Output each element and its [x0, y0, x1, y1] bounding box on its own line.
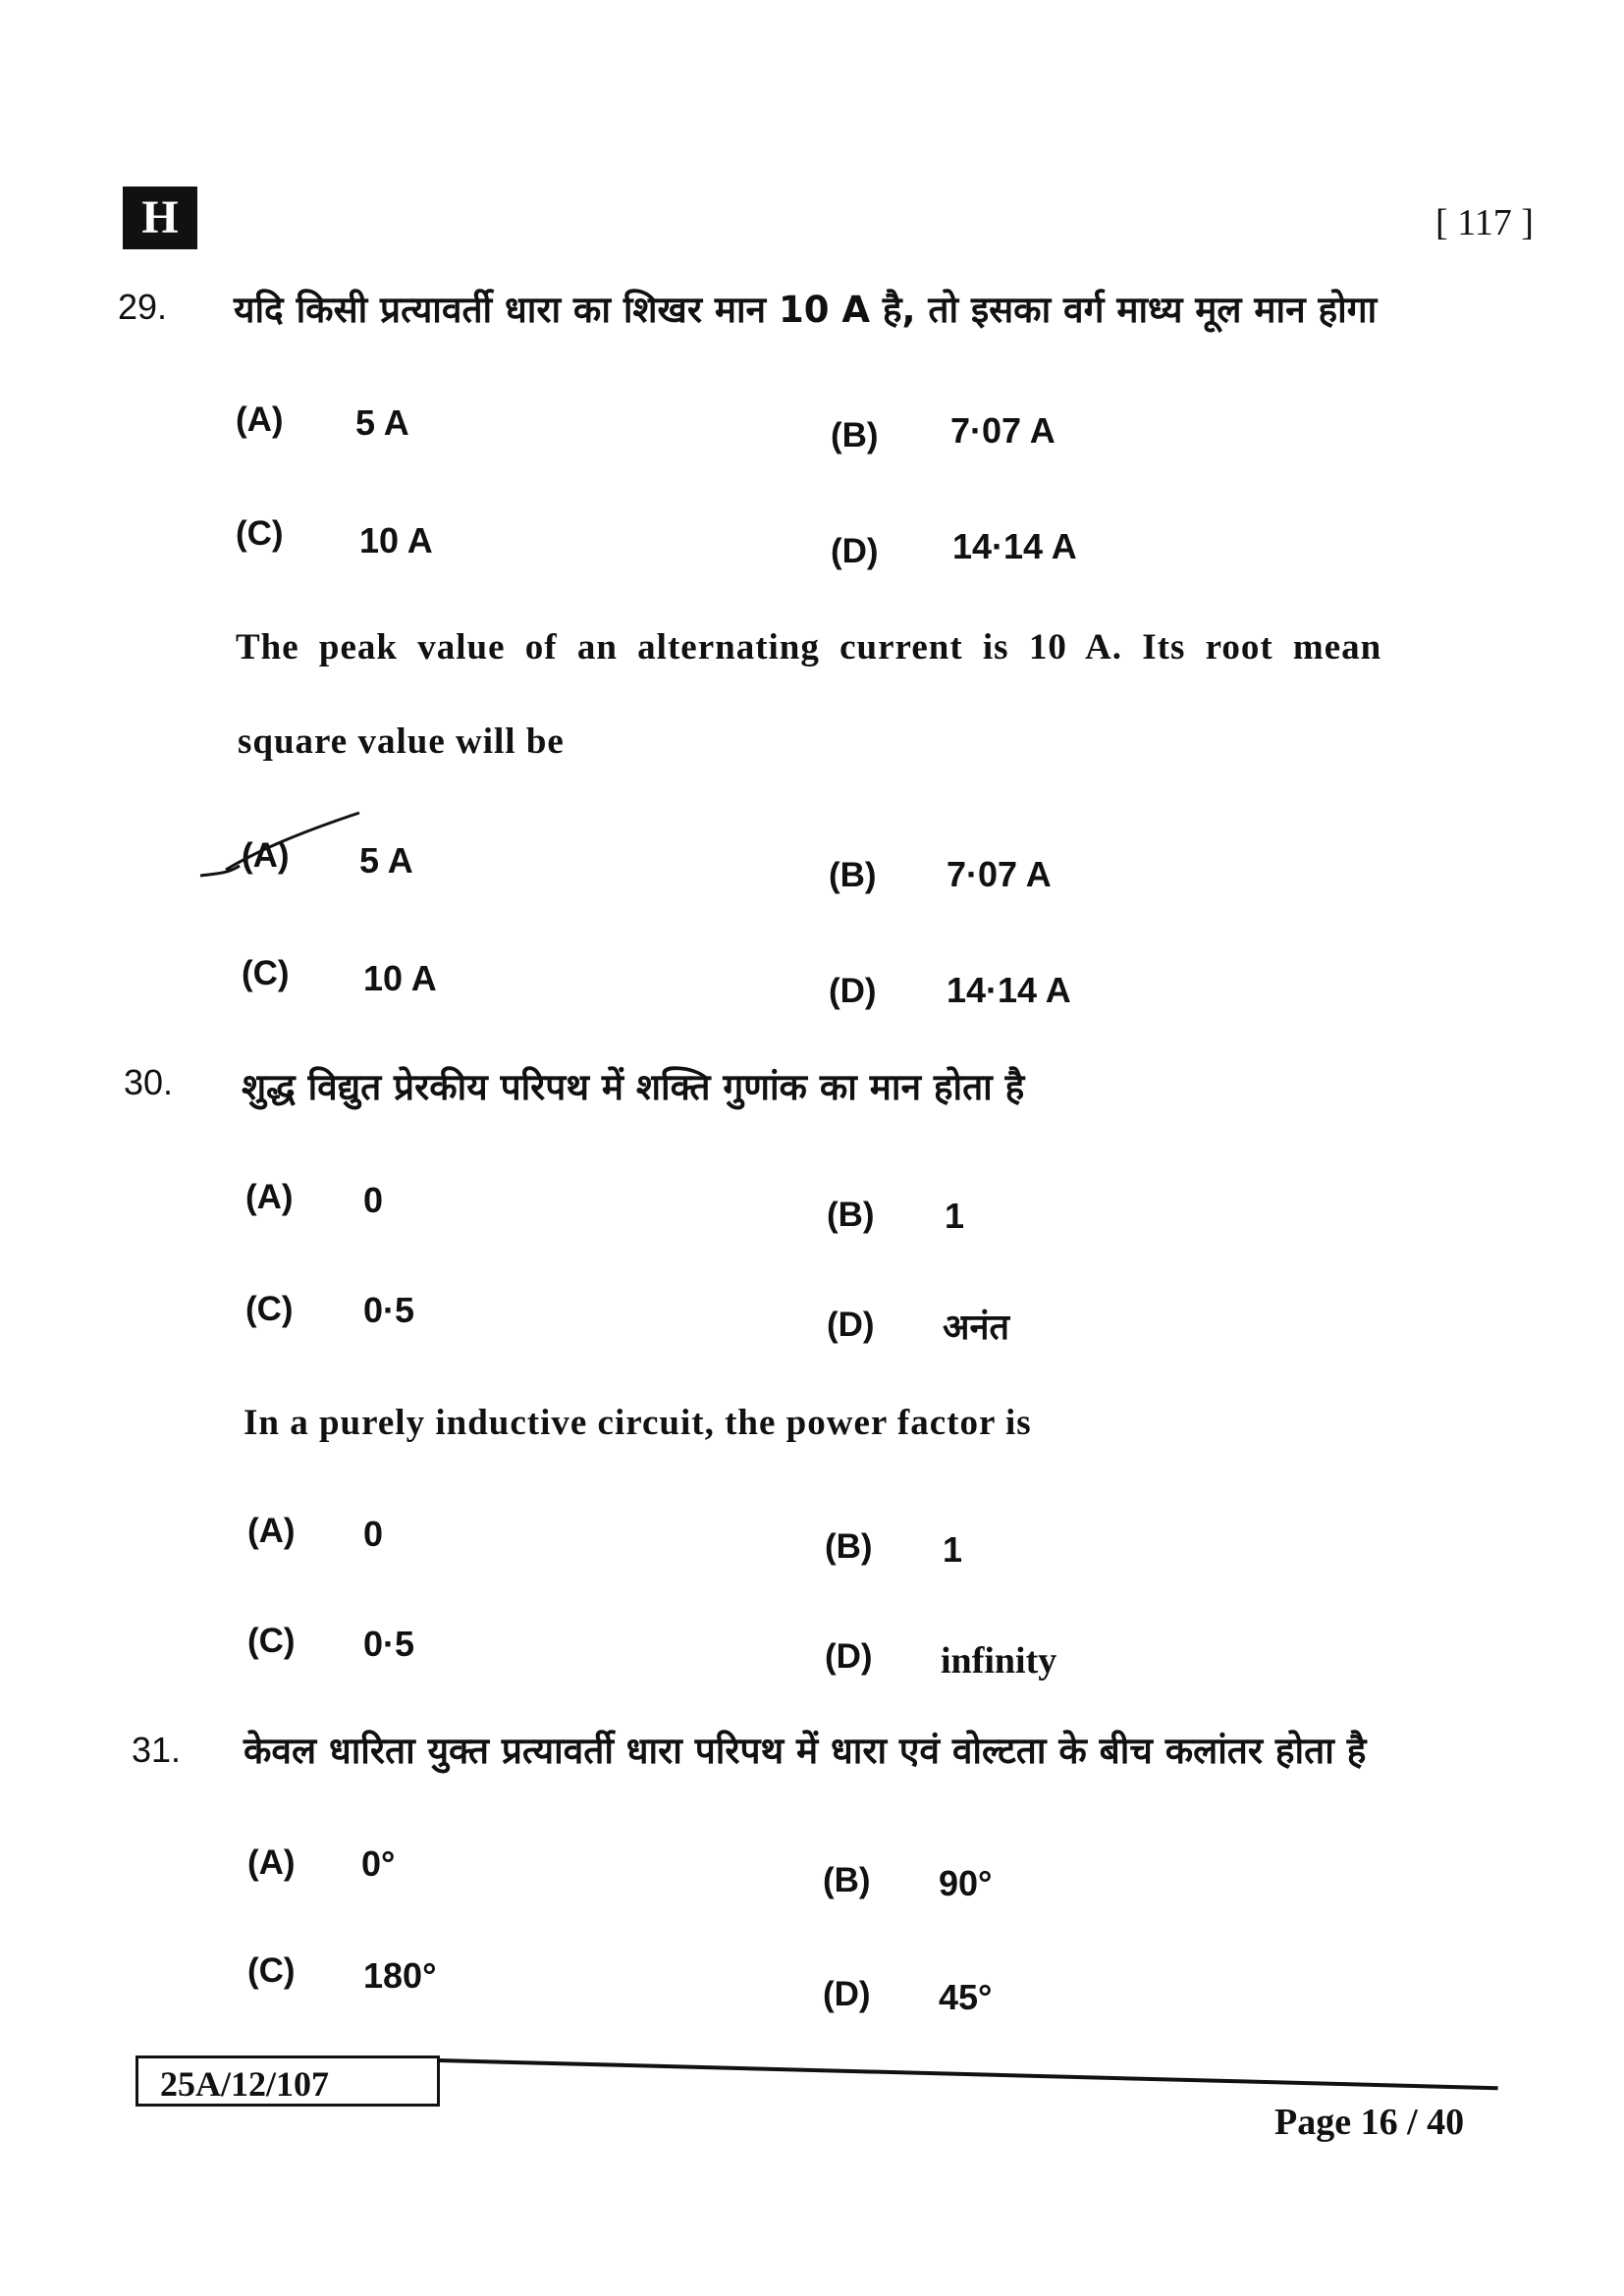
- option-label: (D): [829, 972, 877, 1010]
- option-value: infinity: [941, 1640, 1057, 1682]
- option-label: (D): [825, 1637, 873, 1676]
- option-label: (B): [827, 1196, 875, 1234]
- option-value: 7·07 A: [950, 410, 1056, 451]
- option-label: (C): [236, 514, 284, 553]
- question-text-english: In a purely inductive circuit, the power factor is: [244, 1403, 1032, 1443]
- option-value: 10 A: [359, 520, 433, 561]
- option-label: (C): [245, 1290, 294, 1328]
- option-label: (C): [242, 954, 290, 992]
- option-label: (A): [236, 400, 284, 439]
- paper-code-box: 25A/12/107: [135, 2056, 440, 2107]
- option-label: (D): [831, 532, 879, 570]
- option-value: 1: [945, 1196, 965, 1236]
- option-value: 1: [943, 1529, 963, 1570]
- option-value: 14·14 A: [947, 970, 1071, 1010]
- option-value: 5 A: [359, 840, 413, 881]
- option-label-marked: (A): [242, 836, 290, 875]
- option-label: (D): [827, 1306, 875, 1344]
- option-value: 0°: [361, 1843, 396, 1884]
- question-text-english: The peak value of an alternating current is 10 A. Its root mean: [236, 627, 1382, 667]
- option-label: (C): [247, 1951, 296, 1990]
- option-label: (B): [825, 1527, 873, 1566]
- option-label: (B): [823, 1861, 871, 1899]
- option-label: (A): [247, 1512, 296, 1550]
- question-number: 30.: [124, 1062, 174, 1102]
- option-value: 90°: [939, 1863, 993, 1903]
- question-number: 29.: [118, 287, 168, 327]
- question-number: 31.: [132, 1730, 182, 1770]
- option-value: 45°: [939, 1977, 993, 2017]
- footer-divider: [440, 2058, 1498, 2090]
- option-value: 180°: [363, 1955, 437, 1996]
- page-number: Page 16 / 40: [1274, 2102, 1465, 2143]
- option-value: 7·07 A: [947, 854, 1052, 894]
- option-label: (D): [823, 1975, 871, 2013]
- option-value: 10 A: [363, 958, 437, 998]
- option-value: 14·14 A: [952, 526, 1077, 566]
- question-text-hindi: केवल धारिता युक्त प्रत्यावर्ती धारा परिपथ में धारा एवं वोल्टता के बीच कलांतर होता है: [244, 1730, 1367, 1772]
- set-code-badge: H: [123, 187, 197, 249]
- option-value: 5 A: [355, 402, 409, 443]
- option-value: 0: [363, 1180, 384, 1220]
- question-text-english: square value will be: [238, 721, 565, 762]
- option-value: अनंत: [943, 1308, 1010, 1348]
- option-label: (B): [829, 856, 877, 894]
- page-reference: [ 117 ]: [1435, 202, 1534, 243]
- option-value: 0·5: [363, 1624, 415, 1664]
- option-label: (C): [247, 1622, 296, 1660]
- option-label: (A): [245, 1178, 294, 1216]
- question-text-hindi: यदि किसी प्रत्यावर्ती धारा का शिखर मान 10 A है, तो इसका वर्ग माध्य मूल मान होगा: [234, 289, 1378, 331]
- option-value: 0: [363, 1514, 384, 1554]
- option-value: 0·5: [363, 1290, 415, 1330]
- option-label: (A): [247, 1843, 296, 1882]
- option-label: (B): [831, 416, 879, 454]
- question-text-hindi: शुद्ध विद्युत प्रेरकीय परिपथ में शक्ति गुणांक का मान होता है: [242, 1066, 1025, 1108]
